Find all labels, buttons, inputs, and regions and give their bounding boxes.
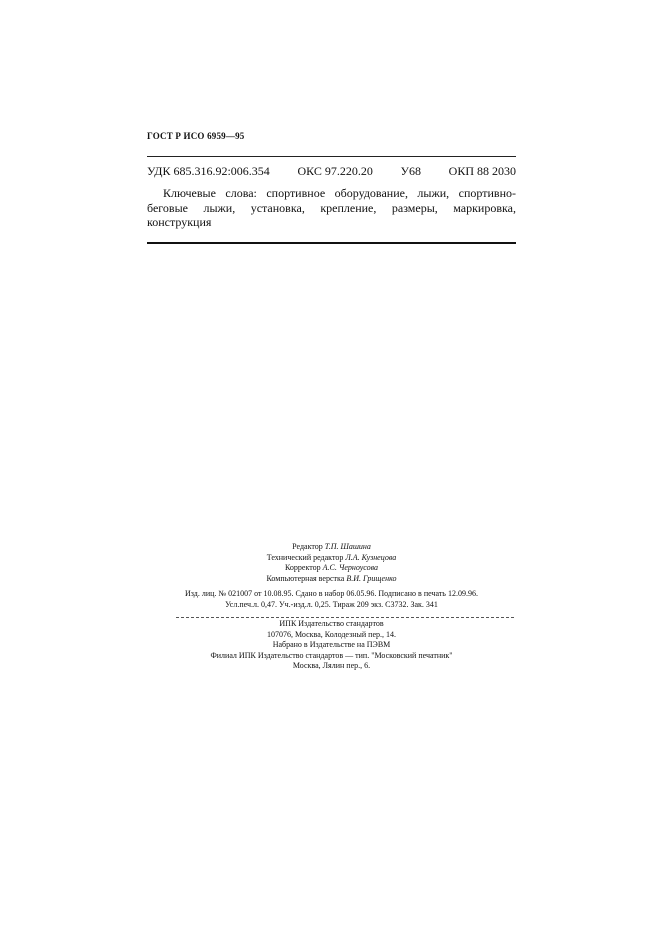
layout-label: Компьютерная верстка [266, 573, 345, 583]
imprint-divider [176, 617, 514, 618]
layout-name: В.И. Грищенко [346, 573, 397, 583]
editor-name: Т.П. Шашина [324, 542, 371, 551]
tech-editor-name: Л.А. Кузнецова [345, 552, 397, 562]
proofreader-name: А.С. Черноусова [322, 563, 379, 572]
udk-code: УДК 685.316.92:006.354 [147, 164, 270, 178]
publisher-line-4: Филиал ИПК Издательство стандартов — тип. "Московский печатник" [210, 650, 453, 660]
bottom-rule [147, 242, 516, 244]
classification-row [147, 164, 516, 179]
top-rule [147, 156, 516, 157]
editor-line [147, 542, 516, 553]
publication-info [147, 589, 516, 610]
publisher-line-5: Москва, Лялин пер., 6. [292, 661, 371, 670]
group-code: У68 [400, 164, 421, 178]
publication-line-1: Изд. лиц. № 021007 от 10.08.95. Сдано в набор 06.05.96. Подписано в печать 12.09.96. [185, 589, 478, 598]
tech-editor-label: Технический редактор [266, 552, 344, 562]
keywords-paragraph: Ключевые слова: спортивное оборудование, лыжи, спортивно-беговые лыжи, установка, крепление, размеры, маркировка, конструкция [147, 186, 516, 229]
publication-line-2: Усл.печ.л. 0,47. Уч.-изд.л. 0,25. Тираж 209 экз. С3732. Зак. 341 [225, 599, 438, 609]
standard-code-header: ГОСТ Р ИСО 6959—95 [147, 131, 245, 141]
okp-code: ОКП 88 2030 [448, 164, 516, 178]
credits-block [147, 542, 516, 584]
layout-line [147, 574, 516, 585]
publisher-block [147, 619, 516, 672]
publisher-line-1: ИПК Издательство стандартов [279, 619, 384, 628]
oks-code: ОКС 97.220.20 [297, 164, 373, 178]
publisher-line-3: Набрано в Издательстве на ПЭВМ [272, 640, 391, 649]
editor-label: Редактор [292, 542, 323, 551]
tech-editor-line [147, 553, 516, 564]
proofreader-label: Корректор [284, 563, 321, 572]
proofreader-line [147, 563, 516, 574]
publisher-line-2: 107076, Москва, Колодезный пер., 14. [266, 629, 396, 639]
